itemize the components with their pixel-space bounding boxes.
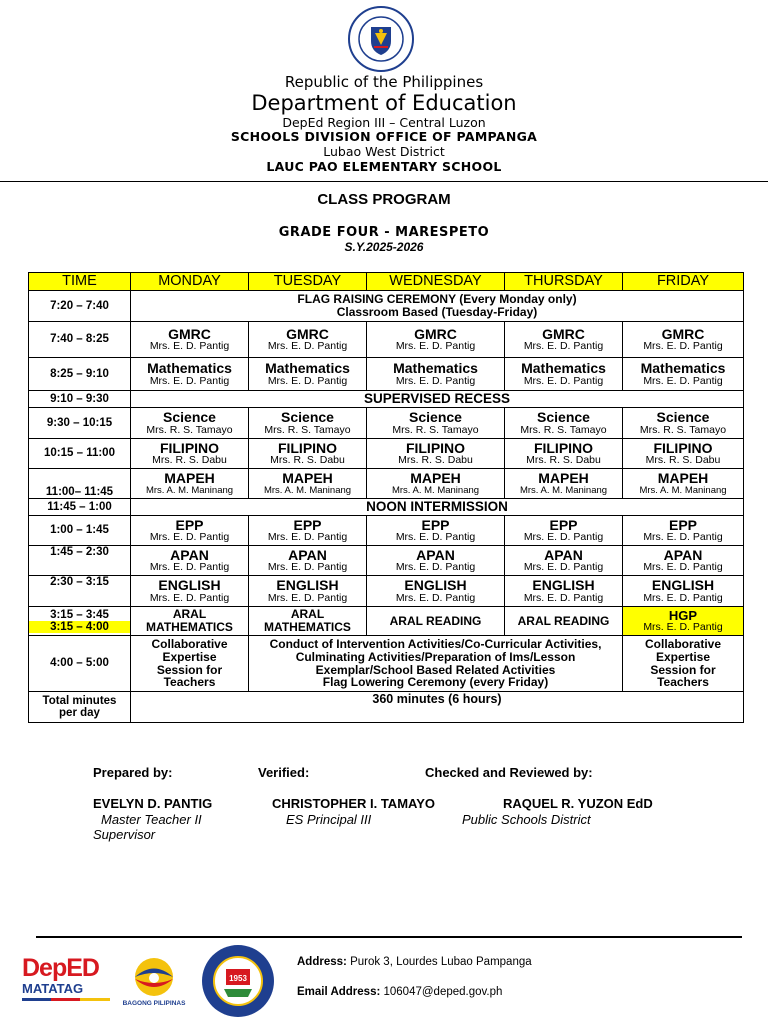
subject-name: Mathematics xyxy=(521,360,606,377)
subject-cell xyxy=(249,576,367,607)
subject-cell xyxy=(623,576,744,607)
subject-cell xyxy=(131,516,249,546)
time-cell: 9:30 – 10:15 xyxy=(29,408,131,439)
checked-name: RAQUEL R. YUZON EdD xyxy=(503,796,653,811)
header-monday: MONDAY xyxy=(131,273,249,291)
teacher-name: Mrs. A. M. Maninang xyxy=(145,484,234,496)
table-row xyxy=(29,499,744,516)
address-value: Purok 3, Lourdes Lubao Pampanga xyxy=(350,956,532,968)
header-district: Lubao West District xyxy=(323,144,445,159)
teacher-name: Mrs. R. S. Tamayo xyxy=(264,423,351,436)
aral-reading-cell: ARAL READING xyxy=(367,607,505,636)
checked-title: Public Schools District xyxy=(462,812,591,827)
subject-cell xyxy=(623,516,744,546)
table-row xyxy=(29,391,744,408)
teacher-name: Mrs. E. D. Pantig xyxy=(395,591,476,604)
subject-cell xyxy=(367,516,505,546)
time-cell xyxy=(29,607,131,636)
subject-name: Science xyxy=(163,409,216,426)
teacher-name: Mrs. E. D. Pantig xyxy=(149,374,230,387)
total-label: Total minutes xyxy=(42,694,117,707)
header-republic: Republic of the Philippines xyxy=(284,73,484,91)
time-cell: 1:45 – 2:30 xyxy=(29,546,131,576)
teacher-name: Mrs. E. D. Pantig xyxy=(267,591,348,604)
time-cell: 7:20 – 7:40 xyxy=(29,291,131,322)
prepared-title: Master Teacher II xyxy=(101,812,202,827)
prepared-name: EVELYN D. PANTIG xyxy=(93,796,213,811)
subject-cell xyxy=(367,358,505,391)
teacher-name: Mrs. E. D. Pantig xyxy=(149,561,230,574)
subject-cell xyxy=(623,469,744,499)
collab-line: Session for xyxy=(156,662,223,677)
subject-name: Science xyxy=(537,409,590,426)
teacher-name: Mrs. E. D. Pantig xyxy=(643,621,723,634)
subject-name: GMRC xyxy=(661,325,705,342)
teacher-name: Mrs. E. D. Pantig xyxy=(643,531,723,544)
bagong-pilipinas-logo-icon xyxy=(124,955,184,1000)
subject-name: GMRC xyxy=(168,325,211,342)
checked-label: Checked and Reviewed by: xyxy=(425,765,593,780)
teacher-name: Mrs. E. D. Pantig xyxy=(395,531,476,544)
time-aral: 3:15 – 3:45 xyxy=(50,608,109,621)
page-title: CLASS PROGRAM xyxy=(317,191,451,208)
time-hgp: 3:15 – 4:00 xyxy=(29,621,130,633)
subject-cell xyxy=(131,408,249,439)
subject-cell xyxy=(367,439,505,469)
teacher-name: Mrs. E. D. Pantig xyxy=(643,374,723,387)
aral-label: ARAL xyxy=(290,607,325,622)
collab-line: Teachers xyxy=(657,675,709,690)
header-wednesday: WEDNESDAY xyxy=(367,273,505,291)
checked-title-cont: Supervisor xyxy=(93,827,156,842)
subject-name: MAPEH xyxy=(538,470,589,487)
subject-name: Mathematics xyxy=(265,360,350,377)
collab-line: Collaborative xyxy=(151,637,228,652)
aral-math-cell xyxy=(249,607,367,636)
bagong-pilipinas-text: BAGONG PILIPINAS xyxy=(122,1000,186,1007)
teacher-name: Mrs. E. D. Pantig xyxy=(267,531,348,544)
subject-name: Mathematics xyxy=(147,360,232,377)
flag-line1: FLAG RAISING CEREMONY (Every Monday only) xyxy=(297,292,577,307)
collaborative-cell xyxy=(623,636,744,692)
teacher-name: Mrs. R. S. Tamayo xyxy=(392,423,479,436)
seal-year: 1953 xyxy=(229,974,247,983)
teacher-name: Mrs. A. M. Maninang xyxy=(519,484,608,496)
teacher-name: Mrs. R. S. Tamayo xyxy=(639,423,727,436)
subject-cell xyxy=(249,516,367,546)
teacher-name: Mrs. A. M. Maninang xyxy=(391,484,480,496)
time-cell: 9:10 – 9:30 xyxy=(29,391,131,408)
teacher-name: Mrs. E. D. Pantig xyxy=(267,561,348,574)
header-time: TIME xyxy=(29,273,131,291)
matatag-stripe xyxy=(22,998,110,1001)
teacher-name: Mrs. R. S. Dabu xyxy=(398,454,473,467)
intervention-line: Exemplar/School Based Related Activities xyxy=(315,662,556,677)
time-cell: 11:45 – 1:00 xyxy=(29,499,131,516)
verified-title: ES Principal III xyxy=(286,812,372,827)
teacher-name: Mrs. A. M. Maninang xyxy=(639,484,727,496)
subject-name: APAN xyxy=(663,546,703,563)
collab-line: Teachers xyxy=(163,675,216,690)
table-row xyxy=(29,636,744,692)
aral-math-cell xyxy=(131,607,249,636)
teacher-name: Mrs. E. D. Pantig xyxy=(643,340,723,353)
grade-section: GRADE FOUR - MARESPETO xyxy=(278,225,490,240)
hgp-label: HGP xyxy=(668,607,698,623)
table-row xyxy=(29,408,744,439)
subject-name: ENGLISH xyxy=(532,577,595,594)
header-thursday: THURSDAY xyxy=(505,273,623,291)
time-cell: 4:00 – 5:00 xyxy=(29,636,131,692)
subject-name: EPP xyxy=(668,516,697,533)
subject-cell xyxy=(505,576,623,607)
teacher-name: Mrs. R. S. Tamayo xyxy=(146,423,233,436)
teacher-name: Mrs. E. D. Pantig xyxy=(395,561,476,574)
teacher-name: Mrs. E. D. Pantig xyxy=(523,531,604,544)
subject-name: Science xyxy=(656,409,710,426)
subject-name: FILIPINO xyxy=(653,439,713,456)
header-department: Department of Education xyxy=(251,91,517,115)
subject-name: Science xyxy=(281,409,334,426)
time-cell: 2:30 – 3:15 xyxy=(29,576,131,607)
subject-name: FILIPINO xyxy=(159,439,220,456)
subject-name: FILIPINO xyxy=(405,439,466,456)
subject-name: APAN xyxy=(544,546,583,563)
subject-name: ENGLISH xyxy=(158,577,221,594)
subject-cell xyxy=(367,408,505,439)
subject-name: APAN xyxy=(288,546,327,563)
teacher-name: Mrs. E. D. Pantig xyxy=(643,591,723,604)
teacher-name: Mrs. E. D. Pantig xyxy=(149,531,230,544)
prepared-label: Prepared by: xyxy=(93,765,173,780)
table-row xyxy=(29,516,744,546)
subject-name: GMRC xyxy=(286,325,329,342)
subject-cell xyxy=(367,546,505,576)
teacher-name: Mrs. E. D. Pantig xyxy=(523,591,604,604)
teacher-name: Mrs. E. D. Pantig xyxy=(523,340,604,353)
intervention-line: Culminating Activities/Preparation of Ims/Lesson xyxy=(295,649,576,664)
table-row xyxy=(29,322,744,358)
subject-name: Mathematics xyxy=(393,360,478,377)
teacher-name: Mrs. E. D. Pantig xyxy=(149,340,230,353)
subject-cell xyxy=(505,516,623,546)
subject-name: MAPEH xyxy=(410,470,461,487)
header-divider xyxy=(0,181,768,182)
subject-cell xyxy=(131,439,249,469)
verified-label: Verified: xyxy=(258,765,310,780)
subject-cell xyxy=(131,546,249,576)
table-row xyxy=(29,291,744,322)
subject-cell xyxy=(367,322,505,358)
subject-name: MAPEH xyxy=(164,470,215,487)
teacher-name: Mrs. R. S. Dabu xyxy=(270,454,345,467)
aral-label: ARAL xyxy=(172,607,207,622)
matatag-logo-text: MATATAG xyxy=(22,981,84,996)
school-seal-icon xyxy=(196,943,280,1019)
aral-reading-cell: ARAL READING xyxy=(505,607,623,636)
subject-cell xyxy=(249,439,367,469)
noon-cell: NOON INTERMISSION xyxy=(131,499,744,516)
subject-cell xyxy=(367,576,505,607)
address-label: Address: xyxy=(297,956,347,968)
subject-name: ENGLISH xyxy=(404,577,467,594)
collaborative-cell xyxy=(131,636,249,692)
header-friday: FRIDAY xyxy=(623,273,744,291)
table-row xyxy=(29,576,744,607)
subject-cell xyxy=(623,358,744,391)
subject-name: APAN xyxy=(170,546,209,563)
teacher-name: Mrs. E. D. Pantig xyxy=(395,374,476,387)
mathematics-label: MATHEMATICS xyxy=(264,620,351,634)
email-value: 106047@deped.gov.ph xyxy=(383,986,503,998)
teacher-name: Mrs. E. D. Pantig xyxy=(523,561,604,574)
subject-name: APAN xyxy=(416,546,455,563)
subject-name: GMRC xyxy=(542,325,585,342)
teacher-name: Mrs. E. D. Pantig xyxy=(267,340,348,353)
flag-ceremony-cell xyxy=(131,291,744,322)
subject-name: ENGLISH xyxy=(276,577,339,594)
subject-cell xyxy=(505,439,623,469)
subject-cell xyxy=(249,408,367,439)
subject-name: EPP xyxy=(175,516,204,533)
subject-cell xyxy=(131,576,249,607)
recess-cell: SUPERVISED RECESS xyxy=(131,391,744,408)
time-cell: 7:40 – 8:25 xyxy=(29,322,131,358)
header-division: SCHOOLS DIVISION OFFICE OF PAMPANGA xyxy=(230,129,538,144)
teacher-name: Mrs. R. S. Dabu xyxy=(526,454,601,467)
subject-cell xyxy=(505,358,623,391)
subject-name: MAPEH xyxy=(282,470,333,487)
teacher-name: Mrs. E. D. Pantig xyxy=(523,374,604,387)
verified-name: CHRISTOPHER I. TAMAYO xyxy=(272,796,436,811)
time-cell: 1:00 – 1:45 xyxy=(29,516,131,546)
hgp-cell xyxy=(623,607,744,636)
collab-line: Expertise xyxy=(162,649,217,664)
subject-cell xyxy=(249,469,367,499)
address-line xyxy=(297,956,532,968)
subject-name: MAPEH xyxy=(657,470,709,487)
teacher-name: Mrs. E. D. Pantig xyxy=(643,561,723,574)
table-row xyxy=(29,607,744,636)
subject-cell xyxy=(249,322,367,358)
table-row xyxy=(29,469,744,499)
subject-cell xyxy=(249,546,367,576)
time-cell: 11:00– 11:45 xyxy=(29,469,131,499)
subject-cell xyxy=(623,322,744,358)
teacher-name: Mrs. A. M. Maninang xyxy=(263,484,352,496)
collab-line: Collaborative xyxy=(644,637,722,652)
teacher-name: Mrs. E. D. Pantig xyxy=(149,591,230,604)
subject-cell xyxy=(505,546,623,576)
deped-matatag-logo xyxy=(22,955,114,1011)
subject-cell xyxy=(249,358,367,391)
subject-cell xyxy=(131,322,249,358)
teacher-name: Mrs. R. S. Tamayo xyxy=(520,423,607,436)
footer-divider xyxy=(36,936,742,938)
total-value-cell: 360 minutes (6 hours) xyxy=(131,692,744,723)
school-year: S.Y.2025-2026 xyxy=(344,240,424,254)
subject-name: GMRC xyxy=(414,325,457,342)
teacher-name: Mrs. R. S. Dabu xyxy=(152,454,227,467)
subject-name: EPP xyxy=(293,516,322,533)
subject-cell xyxy=(367,469,505,499)
time-cell: 10:15 – 11:00 xyxy=(29,439,131,469)
table-row xyxy=(29,439,744,469)
intervention-line: Conduct of Intervention Activities/Co-Curricular Activities, xyxy=(269,637,602,652)
subject-cell xyxy=(623,439,744,469)
total-label-cell xyxy=(29,692,131,723)
subject-cell xyxy=(505,322,623,358)
subject-name: EPP xyxy=(549,516,578,533)
teacher-name: Mrs. R. S. Dabu xyxy=(645,454,721,467)
subject-cell xyxy=(131,469,249,499)
subject-cell xyxy=(131,358,249,391)
deped-seal-icon xyxy=(341,5,421,73)
subject-name: ENGLISH xyxy=(651,577,715,594)
mathematics-label: MATHEMATICS xyxy=(146,620,233,634)
teacher-name: Mrs. E. D. Pantig xyxy=(395,340,476,353)
collab-line: Session for xyxy=(650,662,716,677)
table-row xyxy=(29,692,744,723)
subject-cell xyxy=(623,408,744,439)
header-region: DepEd Region III – Central Luzon xyxy=(282,115,486,130)
flag-line2: Classroom Based (Tuesday-Friday) xyxy=(336,305,538,319)
intervention-line: Flag Lowering Ceremony (every Friday) xyxy=(322,675,549,690)
table-row xyxy=(29,546,744,576)
subject-name: EPP xyxy=(421,516,450,533)
table-header-row xyxy=(29,273,744,291)
subject-name: Science xyxy=(409,409,462,426)
subject-name: FILIPINO xyxy=(277,439,338,456)
total-label: per day xyxy=(59,707,100,719)
header-school: LAUC PAO ELEMENTARY SCHOOL xyxy=(266,159,502,174)
subject-name: FILIPINO xyxy=(533,439,594,456)
teacher-name: Mrs. E. D. Pantig xyxy=(267,374,348,387)
time-cell: 8:25 – 9:10 xyxy=(29,358,131,391)
subject-cell xyxy=(505,408,623,439)
deped-logo-text: DepED xyxy=(22,954,99,982)
class-schedule-table xyxy=(28,272,744,723)
collab-line: Expertise xyxy=(655,649,711,664)
intervention-cell xyxy=(249,636,623,692)
subject-name: Mathematics xyxy=(640,360,726,377)
header-tuesday: TUESDAY xyxy=(249,273,367,291)
subject-cell xyxy=(623,546,744,576)
table-row xyxy=(29,358,744,391)
subject-cell xyxy=(505,469,623,499)
email-label: Email Address: xyxy=(297,986,381,998)
email-line xyxy=(297,986,502,998)
